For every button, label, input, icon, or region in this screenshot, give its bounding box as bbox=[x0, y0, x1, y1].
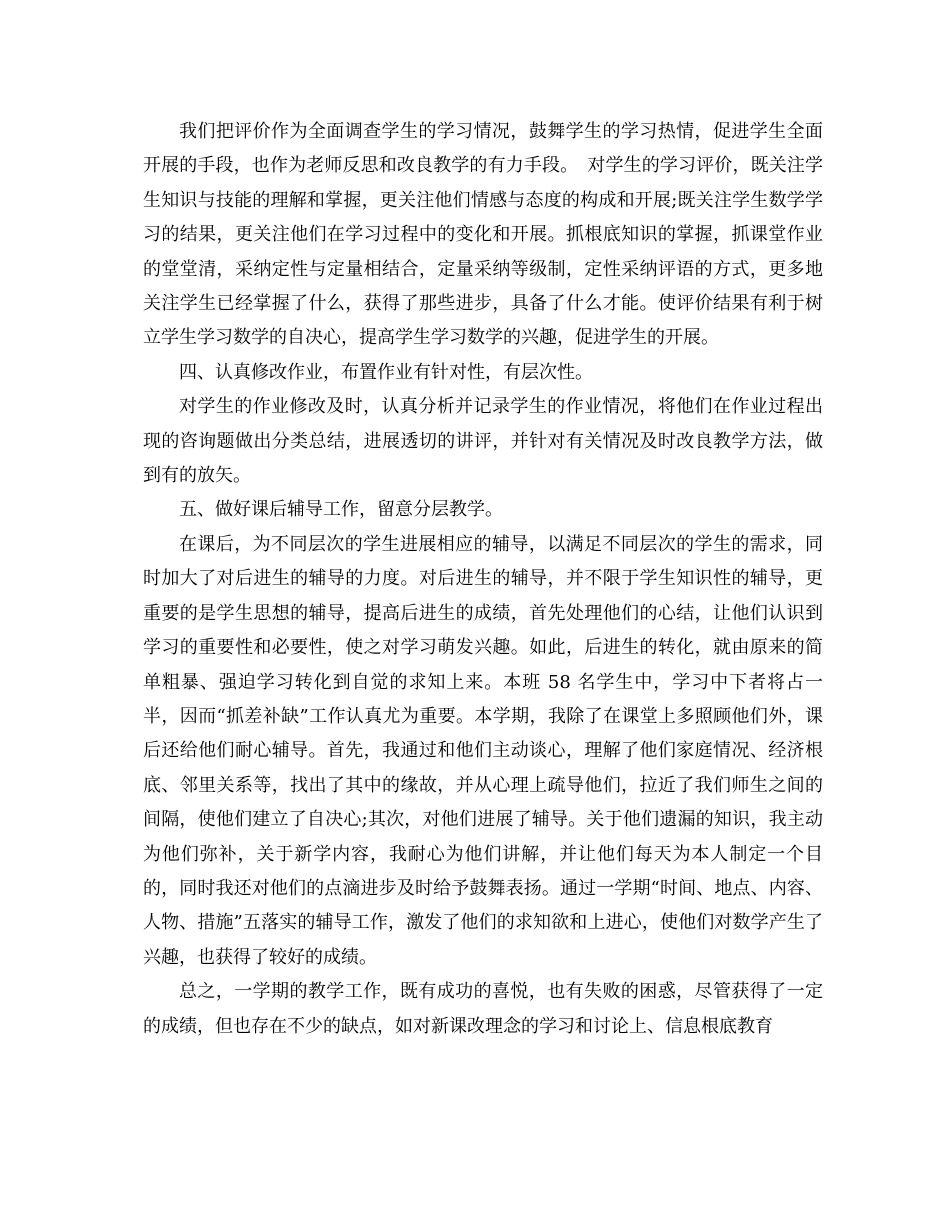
paragraph-homework: 对学生的作业修改及时，认真分析并记录学生的作业情况，将他们在作业过程出现的咨询题做出分类总结，进展透切的讲评，并针对有关情况及时改良教学方法，做到有的放矢。 bbox=[143, 396, 823, 487]
paragraph-summary: 总之，一学期的教学工作，既有成功的喜悦，也有失败的困惑，尽管获得了一定的成绩，但也存在不少的缺点，如对新课改理念的学习和讨论上、信息根底教育 bbox=[143, 981, 823, 1037]
heading-after-class-tutoring: 五、做好课后辅导工作，留意分层教学。 bbox=[179, 499, 503, 521]
heading-homework-correction: 四、认真修改作业，布置作业有针对性，有层次性。 bbox=[179, 361, 593, 383]
paragraph-evaluation: 我们把评价作为全面调查学生的学习情况，鼓舞学生的学习热情，促进学生全面开展的手段，也作为老师反思和改良教学的有力手段。 对学生的学习评价，既关注学生知识与技能的理解和掌握，更关注他们情感与态度的构成和开展;既关注学生数学学习的结果，更关注他们在学习过程中的变化和开展。抓根底知识的掌握，抓课堂作业的堂堂清，采纳定性与定量相结合，定量采纳等级制，定性采纳评语的方式，更多地关注学生已经掌握了什么，获得了那些进步，具备了什么才能。使评价结果有利于树立学生学习数学的自决心，提高学生学习数学的兴趣，促进学生的开展。 bbox=[143, 121, 823, 349]
paragraph-tutoring: 在课后，为不同层次的学生进展相应的辅导，以满足不同层次的学生的需求，同时加大了对后进生的辅导的力度。对后进生的辅导，并不限于学生知识性的辅导，更重要的是学生思想的辅导，提高后进生的成绩，首先处理他们的心结，让他们认识到学习的重要性和必要性，使之对学习萌发兴趣。如此，后进生的转化，就由原来的简单粗暴、强迫学习转化到自觉的求知上来。本班 58 名学生中，学习中下者将占一半，因而“抓差补缺”工作认真尤为重要。本学期，我除了在课堂上多照顾他们外，课后还给他们耐心辅导。首先，我通过和他们主动谈心，理解了他们家庭情况、经济根底、邻里关系等，找出了其中的缘故，并从心理上疏导他们，拉近了我们师生之间的间隔，使他们建立了自决心;其次，对他们进展了辅导。关于他们遗漏的知识，我主动为他们弥补，关于新学内容，我耐心为他们讲解，并让他们每天为本人制定一个目的，同时我还对他们的点滴进步及时给予鼓舞表扬。通过一学期“时间、地点、内容、人物、措施”五落实的辅导工作，激发了他们的求知欲和上进心，使他们对数学产生了兴趣，也获得了较好的成绩。 bbox=[143, 533, 823, 968]
document-body bbox=[143, 115, 823, 1044]
